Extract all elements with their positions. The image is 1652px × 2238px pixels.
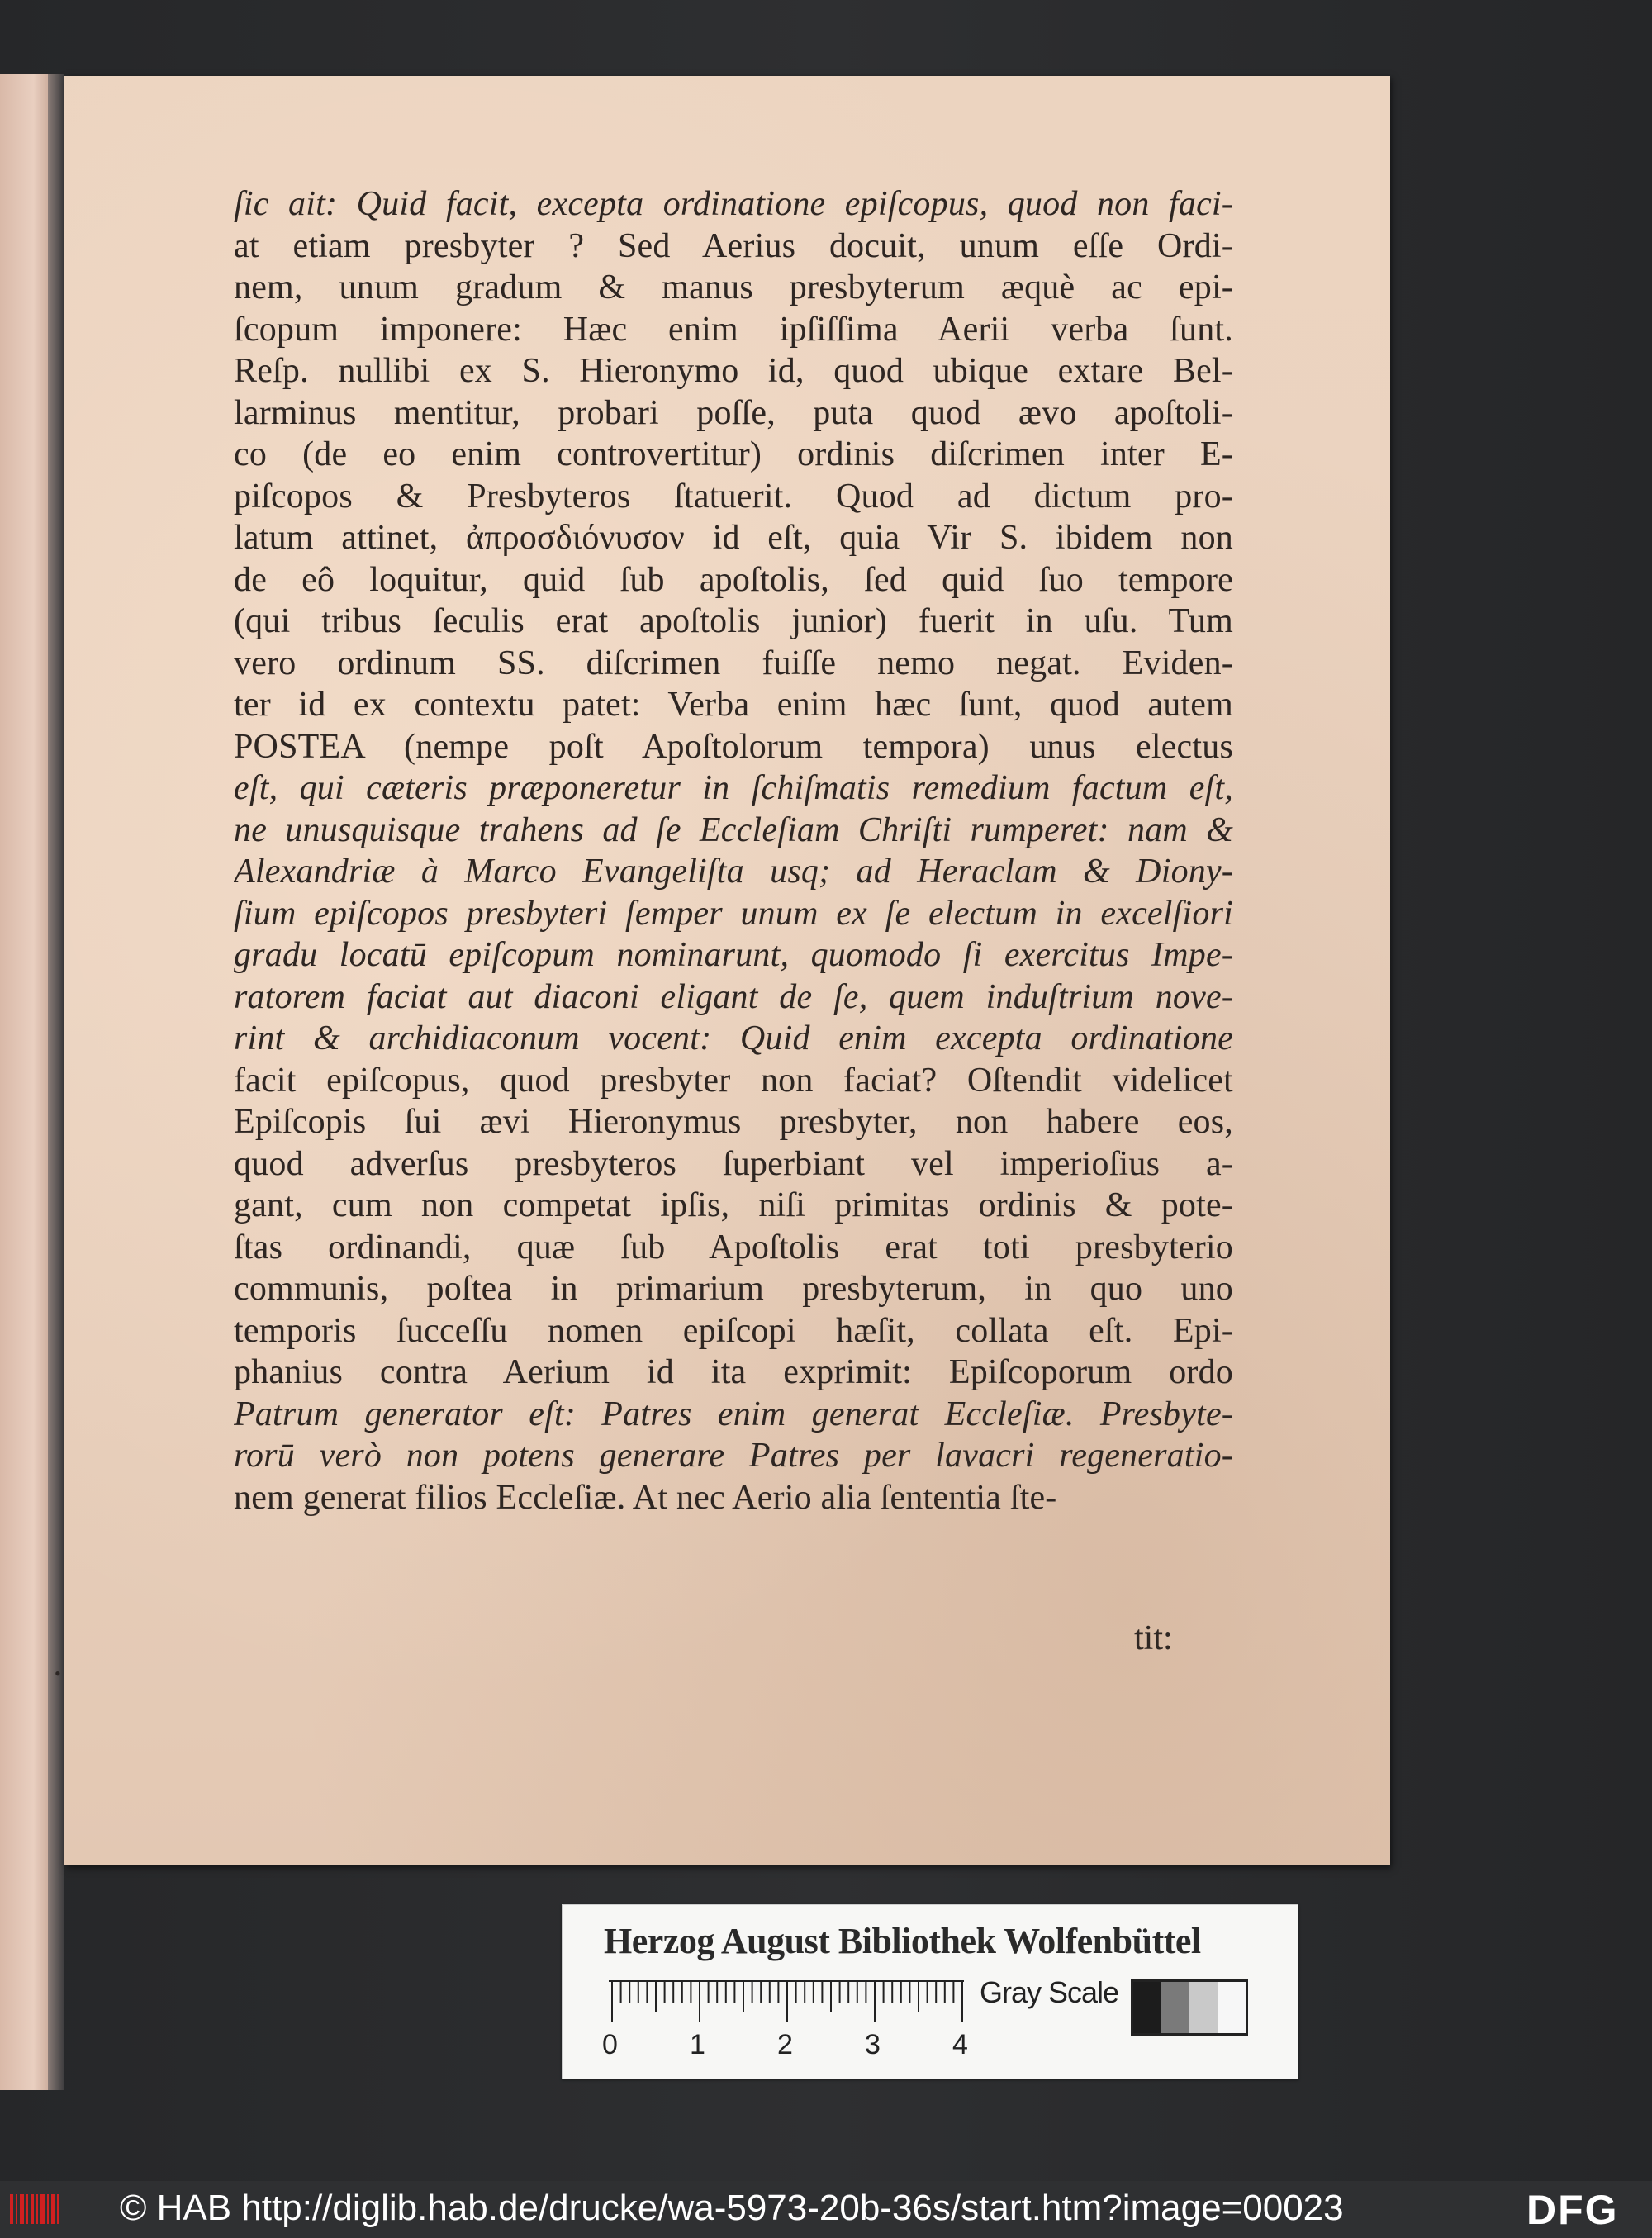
- text-line: nem, unum gradum & manus presbyterum æquè ac epi-: [234, 268, 1233, 306]
- text-line: gradu locatū epiſcopum nominarunt, quomodo ſi exercitus Impe-: [234, 936, 1233, 974]
- text-line: ratorem faciat aut diaconi eligant de ſe, quem induſtrium nove-: [234, 977, 1233, 1016]
- text-line: ſium epiſcopos presbyteri ſemper unum ex ſe electum in excelſiori: [234, 894, 1233, 933]
- text-line: latum attinet, ἀπροσδιόνυσον id eſt, quia Vir S. ibidem non: [234, 519, 1233, 557]
- ruler-label: 1: [690, 2029, 705, 2060]
- text-line: temporis ſucceſſu nomen epiſcopi hæſit, collata eſt. Epi-: [234, 1311, 1233, 1350]
- dfg-logo: DFG: [1526, 2187, 1619, 2233]
- page-text: [234, 183, 1233, 1518]
- gray-swatch: [1218, 1982, 1246, 2033]
- footer-url[interactable]: © HAB http://diglib.hab.de/drucke/wa-5973-20b-36s/start.htm?image=00023: [120, 2188, 1344, 2228]
- text-line: de eô loquitur, quid ſub apoſtolis, ſed quid ſuo tempore: [234, 560, 1233, 599]
- text-line: Epiſcopis ſui ævi Hieronymus presbyter, non habere eos,: [234, 1103, 1233, 1141]
- barcode-icon: [8, 2191, 66, 2227]
- ruler-label: 0: [602, 2029, 618, 2060]
- text-line: POSTEA (nempe poſt Apoſtolorum tempora) unus electus: [234, 727, 1233, 766]
- text-line: rorū verò non potens generare Patres per lavacri regeneratio-: [234, 1437, 1233, 1475]
- gray-swatch: [1133, 1982, 1161, 2033]
- gray-scale-label: Gray Scale: [980, 1975, 1119, 2009]
- gray-scale-swatches: [1131, 1979, 1248, 2036]
- previous-leaf-edge: [0, 74, 48, 2090]
- text-line: rint & archidiaconum vocent: Quid enim excepta ordinatione: [234, 1019, 1233, 1057]
- ruler-label: 4: [952, 2029, 968, 2060]
- text-line: quod adverſus presbyteros ſuperbiant vel imperioſius a-: [234, 1144, 1233, 1183]
- text-line: Reſp. nullibi ex S. Hieronymo id, quod ubique extare Bel-: [234, 352, 1233, 390]
- gray-swatch: [1161, 1982, 1189, 2033]
- margin-dots: •: [55, 1663, 64, 1684]
- ruler-label: 2: [777, 2029, 793, 2060]
- text-line: Patrum generator eſt: Patres enim generat Eccleſiæ. Presbyte-: [234, 1395, 1233, 1433]
- text-line: eſt, qui cæteris præponeretur in ſchiſmatis remedium factum eſt,: [234, 769, 1233, 807]
- text-line: co (de eo enim controvertitur) ordinis diſcrimen inter E-: [234, 435, 1233, 473]
- text-line: ter id ex contextu patet: Verba enim hæc ſunt, quod autem: [234, 686, 1233, 724]
- text-line: at etiam presbyter ? Sed Aerius docuit, unum eſſe Ordi-: [234, 226, 1233, 265]
- text-line: facit epiſcopus, quod presbyter non faciat? Oſtendit videlicet: [234, 1061, 1233, 1100]
- page-gutter: [48, 74, 64, 2090]
- card-title: Herzog August Bibliothek Wolfenbüttel: [604, 1921, 1201, 1961]
- text-line: phanius contra Aerium id ita exprimit: Epiſcoporum ordo: [234, 1353, 1233, 1391]
- text-line: piſcopos & Presbyteros ſtatuerit. Quod ad dictum pro-: [234, 477, 1233, 516]
- text-line: vero ordinum SS. diſcrimen fuiſſe nemo negat. Eviden-: [234, 644, 1233, 682]
- text-line: larminus mentitur, probari poſſe, puta quod ævo apoſtoli-: [234, 393, 1233, 432]
- ruler-label: 3: [865, 2029, 881, 2060]
- text-line: ne unusquisque trahens ad ſe Eccleſiam Chriſti rumperet: nam &: [234, 810, 1233, 849]
- catchword: tit:: [1134, 1619, 1173, 1657]
- text-line: communis, poſtea in primarium presbyterum, in quo uno: [234, 1270, 1233, 1308]
- text-line: nem generat filios Eccleſiæ. At nec Aerio alia ſententia ſte-: [234, 1478, 1057, 1517]
- text-line: ſic ait: Quid facit, excepta ordinatione epiſcopus, quod non faci-: [234, 185, 1233, 223]
- text-line: (qui tribus ſeculis erat apoſtolis junior) fuerit in uſu. Tum: [234, 602, 1233, 640]
- gray-swatch: [1189, 1982, 1218, 2033]
- text-line: Alexandriæ à Marco Evangeliſta usq; ad Heraclam & Diony-: [234, 853, 1233, 891]
- text-line: gant, cum non competat ipſis, niſi primitas ordinis & pote-: [234, 1186, 1233, 1224]
- book-page: [64, 76, 1390, 1865]
- text-line: ſtas ordinandi, quæ ſub Apoſtolis erat toti presbyterio: [234, 1228, 1233, 1266]
- text-line: ſcopum imponere: Hæc enim ipſiſſima Aerii verba ſunt.: [234, 310, 1233, 349]
- footer-bar: [0, 2181, 1652, 2238]
- color-card: [562, 1904, 1298, 2079]
